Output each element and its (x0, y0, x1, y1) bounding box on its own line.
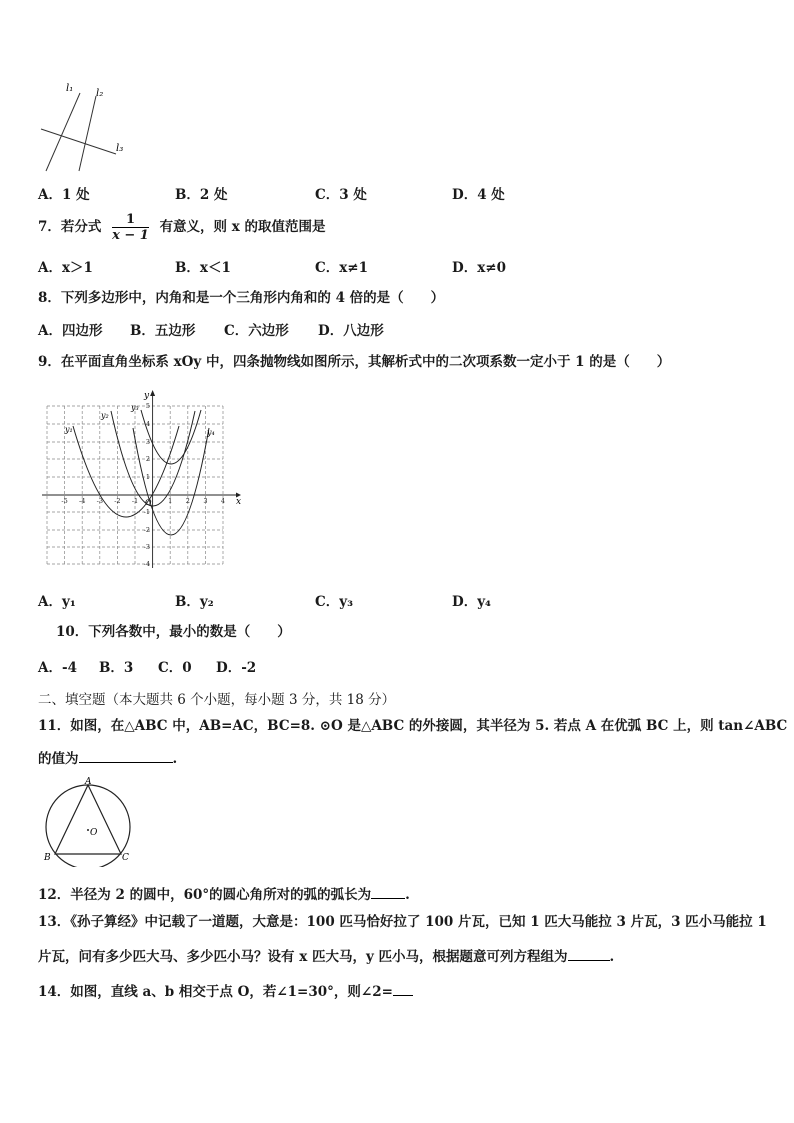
svg-text:-2: -2 (114, 497, 121, 505)
curve-label-y3: y₃ (131, 403, 139, 412)
curve-label-y2: y₂ (101, 411, 109, 420)
label-l3: l₃ (116, 143, 124, 154)
circle-o (46, 785, 130, 867)
q6-option-d: D．4 处 (452, 187, 505, 203)
q8-option-b: B．五边形 (130, 323, 196, 339)
svg-text:-5: -5 (61, 497, 68, 505)
q7-frac-den: x − 1 (112, 228, 149, 243)
q12-answer-blank[interactable] (371, 884, 405, 899)
svg-text:-1: -1 (131, 497, 139, 505)
q10-question: 10．下列各数中，最小的数是（ ） (56, 624, 291, 640)
q10-option-a: A．-4 (38, 660, 77, 676)
q8-option-a: A．四边形 (38, 323, 103, 339)
q7-prefix: 7．若分式 (38, 219, 102, 235)
q12-text: 12．半径为 2 的圆中，60°的圆心角所对的弧的弧长为 (38, 887, 372, 903)
q13-end: . (609, 949, 615, 965)
y-axis-label: y (144, 391, 150, 401)
svg-text:2: 2 (145, 455, 150, 463)
q9-option-b: B．y₂ (175, 594, 214, 610)
parabola-y4 (133, 428, 209, 535)
q14-text: 14．如图，直线 a、b 相交于点 O，若∠1=30°，则∠2= (38, 984, 393, 1000)
parabola-y1 (73, 426, 179, 517)
curve-label-y1: y₁ (65, 425, 73, 434)
q10-option-c: C．0 (158, 660, 192, 676)
triangle-abc (55, 785, 121, 854)
svg-text:3: 3 (145, 438, 150, 446)
q11-line2-text: 的值为 (38, 751, 79, 767)
q7-option-b: B．x＜1 (175, 260, 231, 276)
q13-question-line2 (38, 946, 614, 966)
q11-answer-blank[interactable] (79, 748, 173, 763)
q11-line2-end: . (172, 751, 178, 767)
q6-option-b: B．2 处 (175, 187, 228, 203)
q7-option-a: A．x＞1 (38, 260, 93, 276)
q7-question (38, 212, 326, 243)
q7-suffix: 有意义，则 x 的取值范围是 (159, 219, 326, 235)
q8-option-c: C．六边形 (224, 323, 289, 339)
circumcircle-figure (40, 775, 140, 867)
svg-text:4: 4 (220, 497, 226, 505)
q9-option-d: D．y₄ (452, 594, 491, 610)
q9-option-c: C．y₃ (315, 594, 354, 610)
q12-end: . (405, 887, 410, 903)
vertex-label-a: A (85, 777, 92, 787)
origin-label: O (145, 498, 152, 507)
svg-text:-3: -3 (96, 497, 103, 505)
svg-text:2: 2 (185, 497, 190, 505)
curve-label-y4: y₄ (207, 428, 215, 437)
parabola-y3 (141, 410, 201, 464)
svg-text:4: 4 (145, 420, 150, 428)
line-l3 (41, 129, 116, 154)
svg-text:-1: -1 (143, 508, 150, 516)
q7-option-c: C．x≠1 (315, 260, 368, 276)
q6-option-c: C．3 处 (315, 187, 367, 203)
q6-option-a: A．1 处 (38, 187, 90, 203)
section-heading-fill-in: 二、填空题（本大题共 6 个小题，每小题 3 分，共 18 分） (38, 692, 396, 708)
q11-question-line2 (38, 748, 177, 768)
svg-text:1: 1 (168, 497, 173, 505)
svg-text:-3: -3 (143, 543, 150, 551)
q7-fraction (112, 212, 149, 243)
q9-option-a: A．y₁ (38, 594, 76, 610)
center-dot (87, 829, 89, 831)
vertex-label-c: C (122, 853, 129, 863)
q13-answer-blank[interactable] (568, 946, 610, 961)
y-axis-arrow (150, 390, 155, 396)
q14-question (38, 981, 413, 1001)
q10-option-d: D．-2 (216, 660, 257, 676)
q7-option-d: D．x≠0 (452, 260, 506, 276)
center-label-o: O (90, 828, 98, 838)
q10-option-b: B．3 (99, 660, 134, 676)
line-l2 (79, 96, 96, 171)
vertex-label-b: B (44, 853, 51, 863)
svg-text:5: 5 (145, 402, 150, 410)
q7-frac-num: 1 (112, 212, 149, 228)
q13-line2-text: 片瓦，问有多少匹大马、多少匹小马？设有 x 匹大马，y 匹小马，根据题意可列方程组为 (38, 949, 568, 965)
q13-question-line1: 13．《孙子算经》中记载了一道题，大意是：100 匹马恰好拉了 100 片瓦，已知 1 匹大马能拉 3 片瓦，3 匹小马能拉 1 (38, 914, 767, 930)
q8-option-d: D．八边形 (318, 323, 384, 339)
svg-text:-4: -4 (79, 497, 86, 505)
parabola-graph (40, 388, 245, 574)
svg-text:1: 1 (145, 473, 150, 481)
label-l2: l₂ (96, 88, 104, 99)
x-axis-label: x (236, 497, 242, 507)
three-lines-figure (36, 80, 136, 175)
q12-question (38, 884, 410, 904)
svg-text:-4: -4 (143, 560, 150, 568)
q11-question-line1: 11．如图，在△ABC 中，AB=AC，BC=8. ⊙O 是△ABC 的外接圆，其半径为 5. 若点 A 在优弧 BC 上，则 tan∠ABC (38, 718, 788, 734)
svg-text:-2: -2 (143, 526, 150, 534)
q9-question: 9．在平面直角坐标系 xOy 中，四条抛物线如图所示，其解析式中的二次项系数一定小于 1 的是（ ） (38, 354, 671, 370)
svg-text:3: 3 (203, 497, 208, 505)
q8-question: 8．下列多边形中，内角和是一个三角形内角和的 4 倍的是（ ） (38, 290, 445, 306)
label-l1: l₁ (66, 83, 74, 94)
q14-answer-blank[interactable] (393, 981, 413, 996)
